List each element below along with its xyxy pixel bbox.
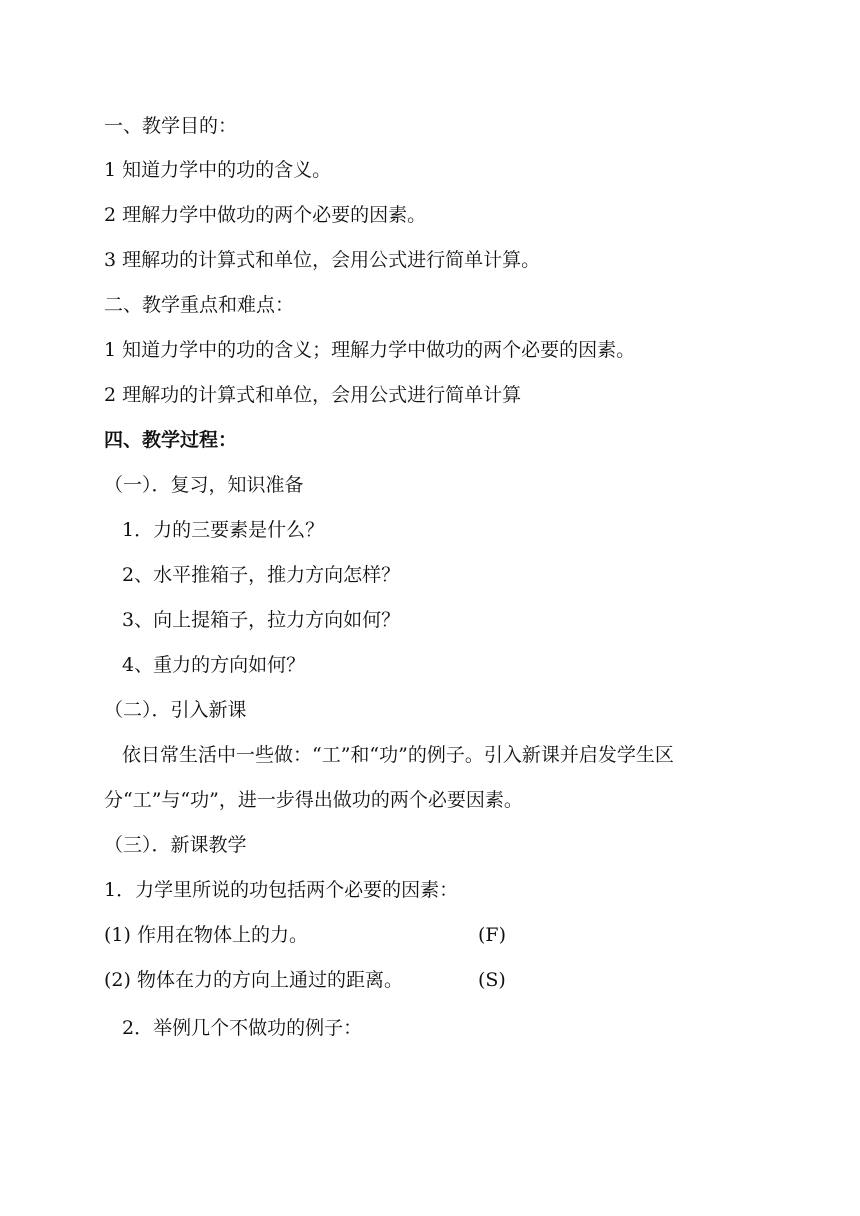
objective-item-3: 3 理解功的计算式和单位，会用公式进行简单计算。 <box>104 249 541 271</box>
section1-heading: 一、教学目的： <box>104 115 238 137</box>
part3-title: （三）．新课教学 <box>104 834 247 856</box>
review-question-4: 4、重力的方向如何？ <box>122 654 306 676</box>
review-question-2: 2、水平推箱子，推力方向怎样？ <box>122 564 401 586</box>
review-question-1: 1．力的三要素是什么？ <box>122 519 325 541</box>
section2-heading: 二、教学重点和难点： <box>104 294 295 316</box>
factor-2-symbol: (S) <box>478 969 506 991</box>
review-question-3: 3、向上提箱子，拉力方向如何？ <box>122 609 401 631</box>
part3-intro: 1．力学里所说的功包括两个必要的因素： <box>104 879 459 901</box>
keypoint-item-1: 1 知道力学中的功的含义；理解力学中做功的两个必要的因素。 <box>104 339 636 361</box>
part3-next-item: 2．举例几个不做功的例子： <box>122 1017 363 1039</box>
keypoint-item-2: 2 理解功的计算式和单位，会用公式进行简单计算 <box>104 384 522 406</box>
objective-item-2: 2 理解力学中做功的两个必要的因素。 <box>104 204 427 226</box>
part1-title: （一）．复习，知识准备 <box>104 474 304 496</box>
factor-2-text: (2) 物体在力的方向上通过的距离。 <box>104 969 403 991</box>
factor-1-symbol: (F) <box>478 924 507 946</box>
part2-paragraph-line-2: 分“工”与“功”，进一步得出做功的两个必要因素。 <box>104 789 523 811</box>
objective-item-1: 1 知道力学中的功的含义。 <box>104 159 332 181</box>
section4-heading: 四、教学过程： <box>104 429 238 451</box>
part2-paragraph-line-1: 依日常生活中一些做：“工”和“功”的例子。引入新课并启发学生区 <box>122 744 674 766</box>
part2-title: （二）．引入新课 <box>104 699 247 721</box>
factor-1-text: (1) 作用在物体上的力。 <box>104 924 308 946</box>
